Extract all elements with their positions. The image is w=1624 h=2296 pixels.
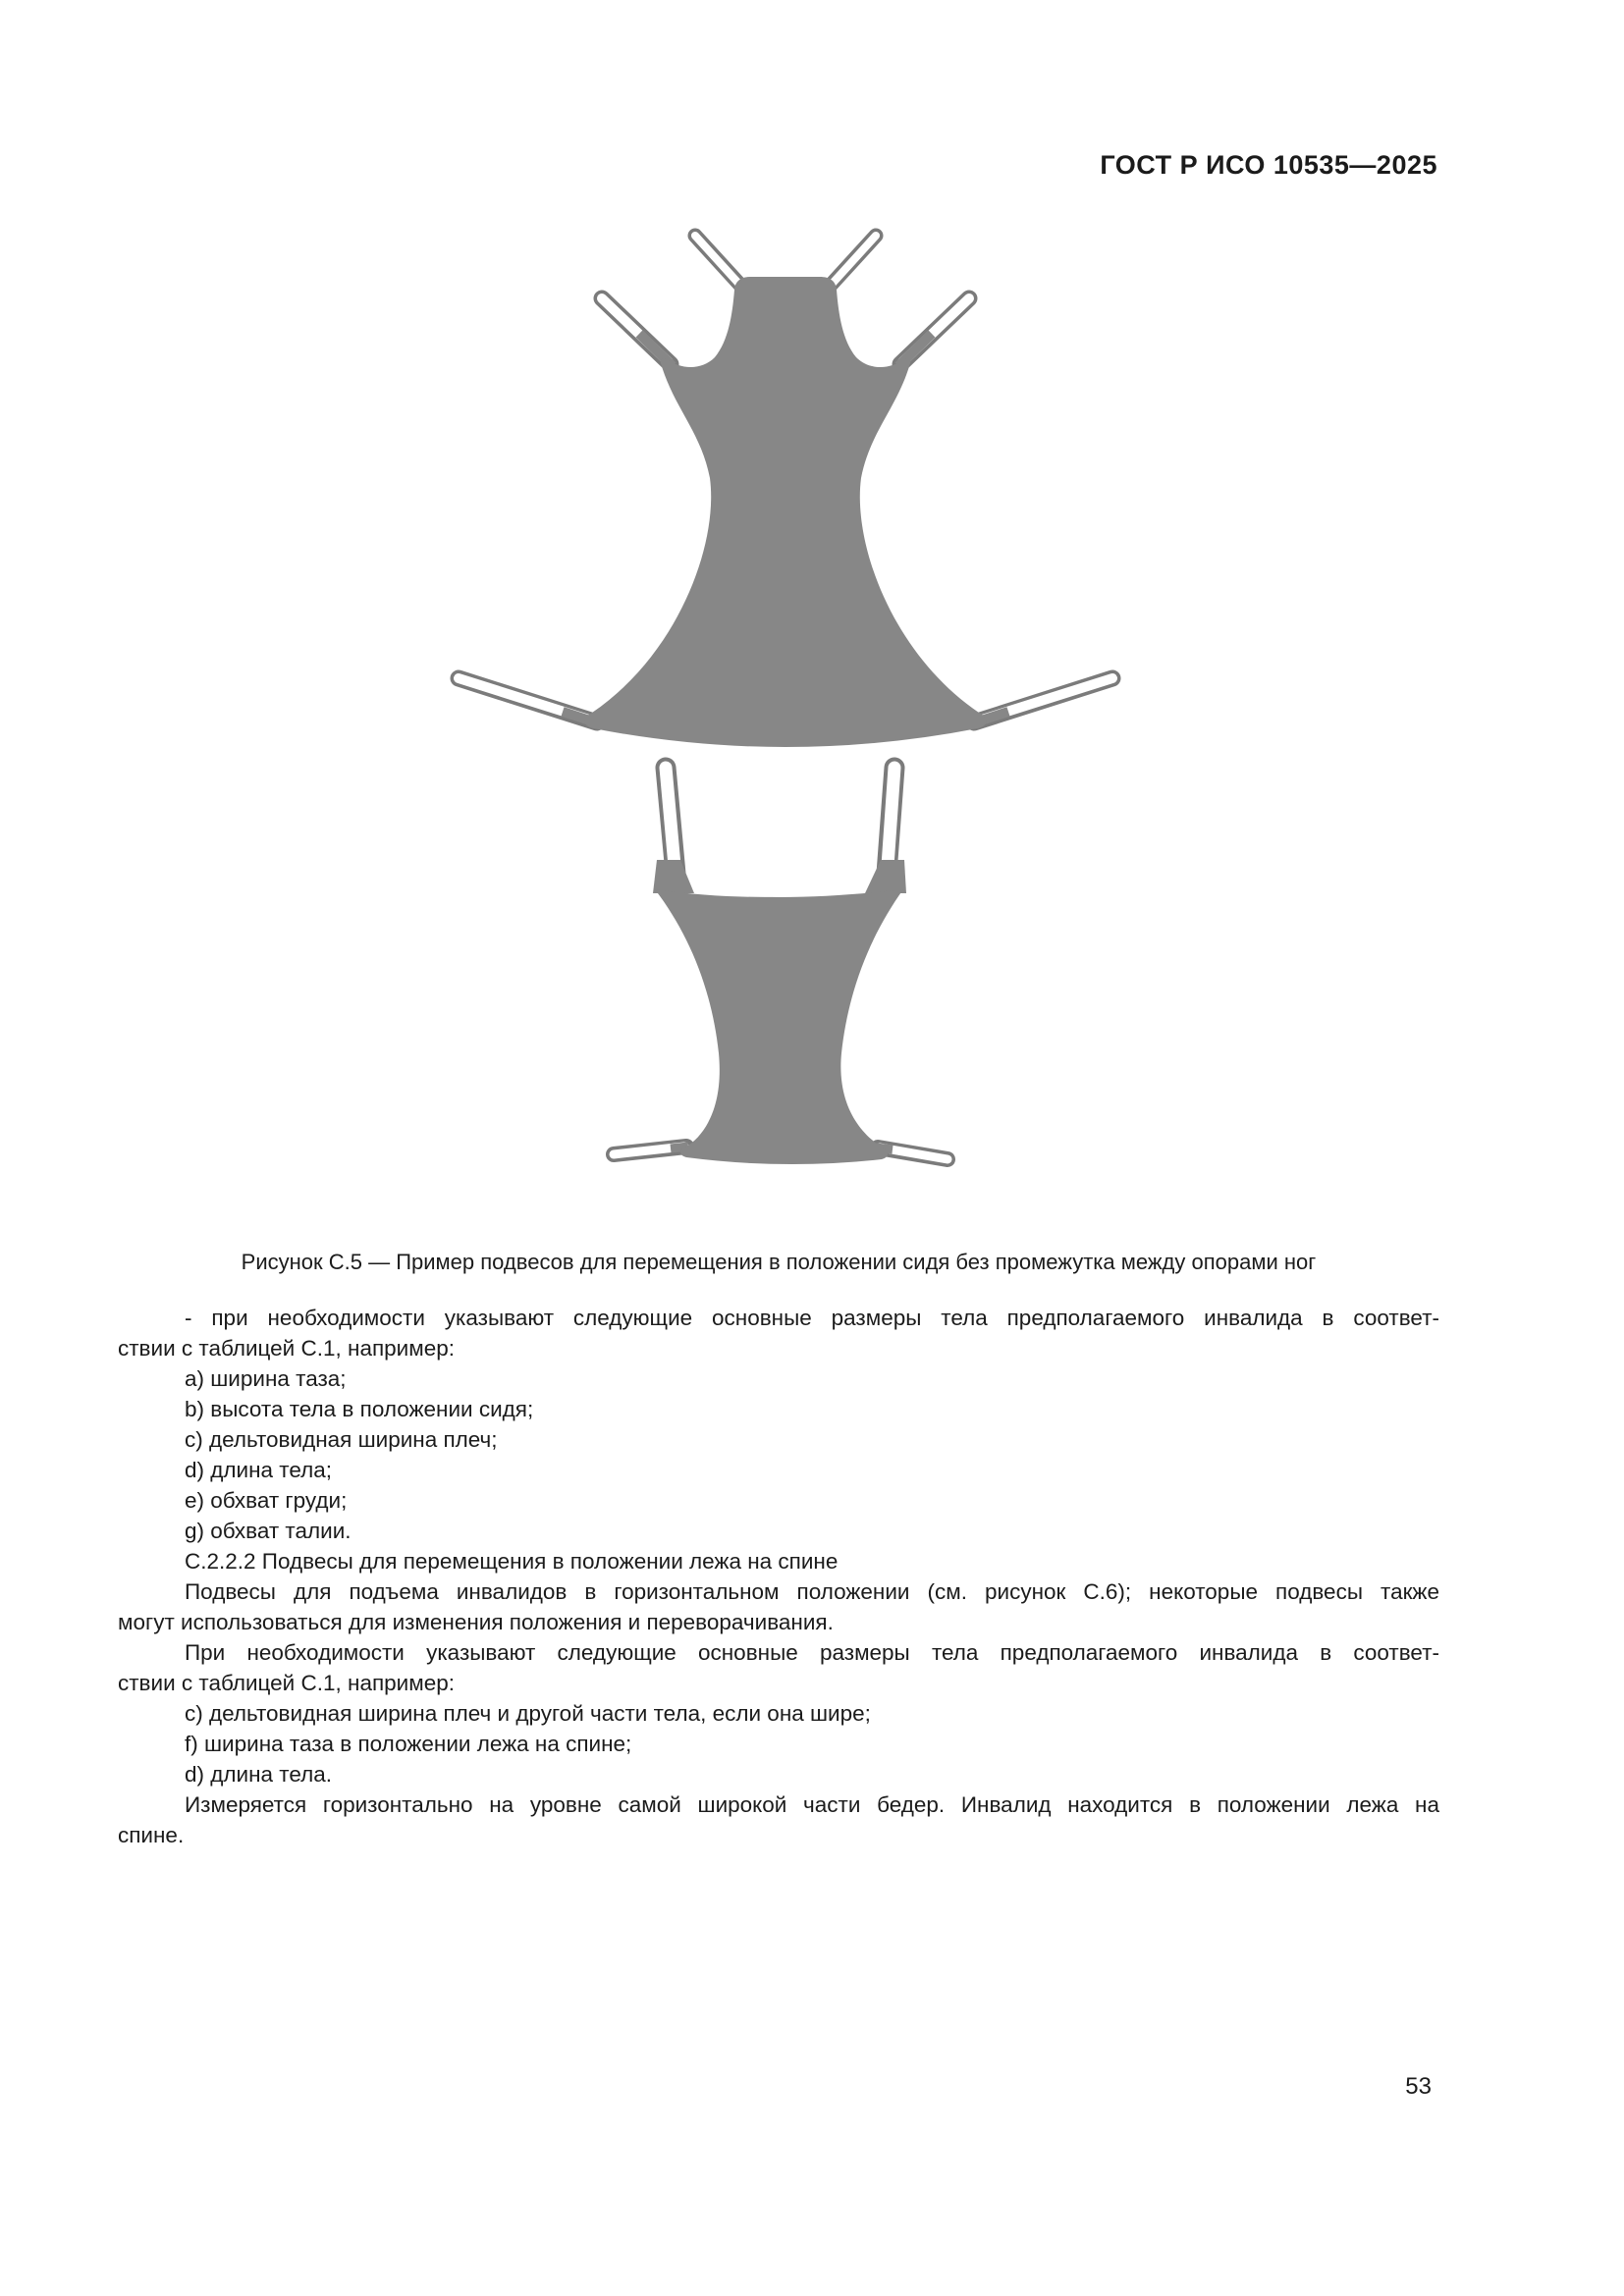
body-line: c) дельтовидная ширина плеч;: [185, 1427, 498, 1452]
body-line: d) длина тела.: [185, 1762, 332, 1787]
sling-body-shape: [655, 889, 903, 1164]
body-line: e) обхват груди;: [185, 1488, 348, 1513]
body-line: ствии с таблицей С.1, например:: [118, 1671, 455, 1695]
body-line: c) дельтовидная ширина плеч и другой части тела, если она шире;: [185, 1701, 871, 1726]
figure-sling-six-straps: [447, 221, 1124, 751]
body-line: b) высота тела в положении сидя;: [185, 1397, 534, 1421]
body-line: При необходимости указывают следующие основные размеры тела предполагаемого инвалида в соответ-: [185, 1640, 1439, 1665]
body-line: могут использоваться для изменения положения и переворачивания.: [118, 1610, 834, 1634]
body-line: ствии с таблицей С.1, например:: [118, 1336, 455, 1361]
figure-caption: Рисунок С.5 — Пример подвесов для перемещения в положении сидя без промежутка между опорами ног: [241, 1250, 1317, 1274]
page-number: 53: [1405, 2073, 1432, 2100]
body-line: d) длина тела;: [185, 1458, 332, 1482]
body-line: спине.: [118, 1823, 185, 1847]
body-line: Подвесы для подъема инвалидов в горизонтальном положении (см. рисунок С.6); некоторые подвесы также: [185, 1579, 1439, 1604]
body-line: g) обхват талии.: [185, 1519, 352, 1543]
document-header: ГОСТ Р ИСО 10535—2025: [1100, 150, 1437, 180]
body-line: - при необходимости указывают следующие основные размеры тела предполагаемого инвалида в соответ-: [185, 1306, 1439, 1330]
body-line: f) ширина таза в положении лежа на спине;: [185, 1732, 632, 1756]
body-line: Измеряется горизонтально на уровне самой широкой части бедер. Инвалид находится в положении лежа на: [185, 1792, 1439, 1817]
figure-sling-four-straps: [604, 756, 957, 1168]
body-line: С.2.2.2 Подвесы для перемещения в положении лежа на спине: [185, 1549, 839, 1574]
body-text: [118, 1303, 1439, 1850]
body-line: a) ширина таза;: [185, 1366, 347, 1391]
